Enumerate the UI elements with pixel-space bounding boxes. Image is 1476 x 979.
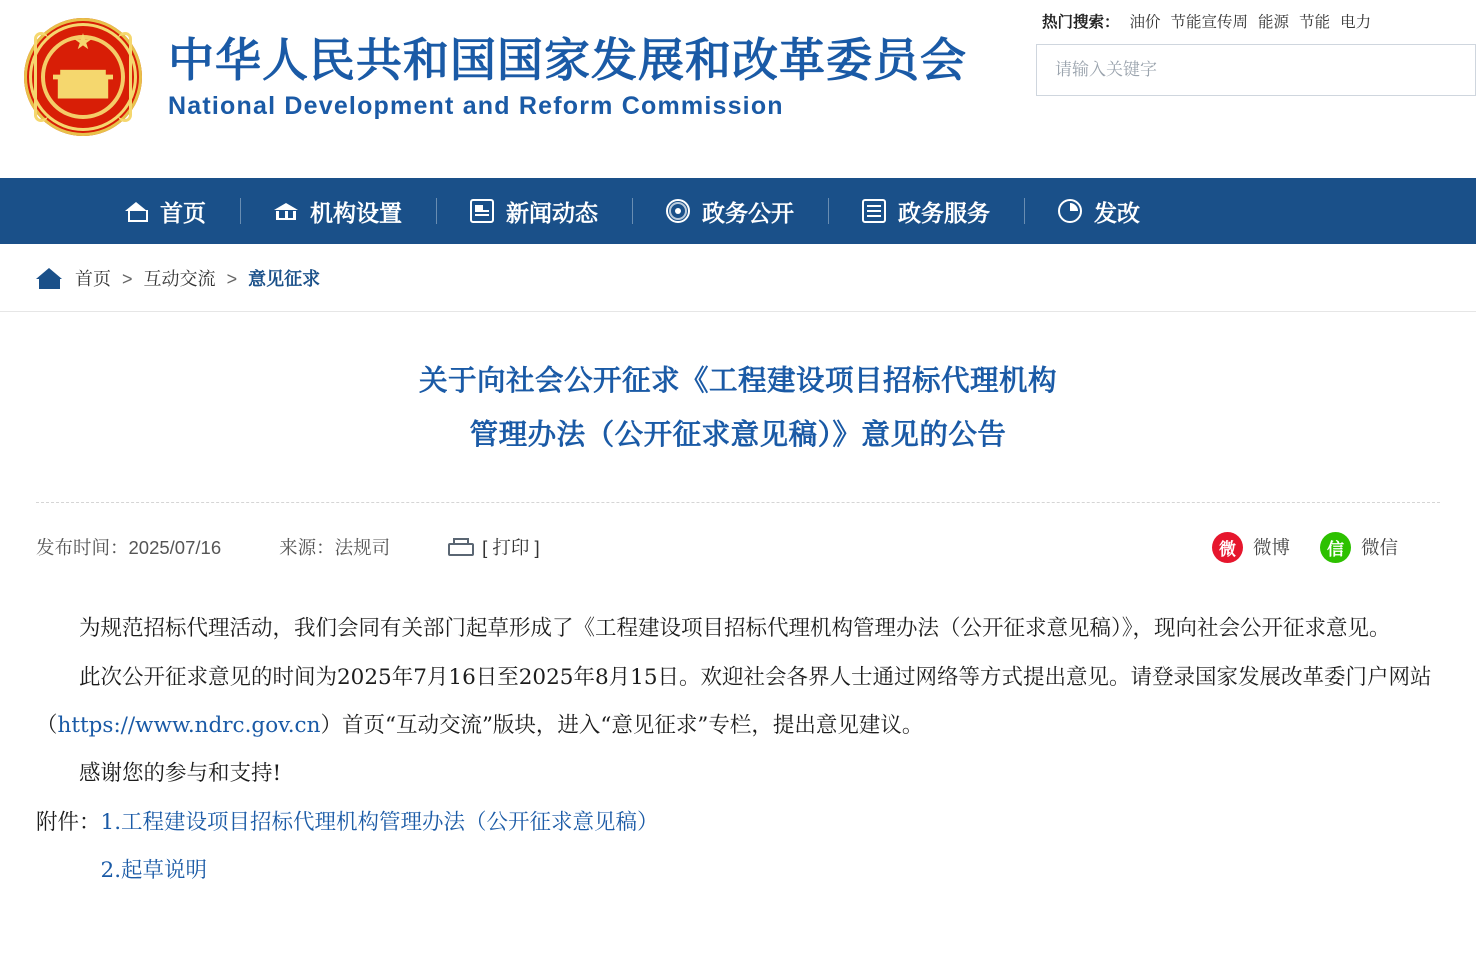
site-logo-block[interactable]: [0, 0, 967, 136]
share-wechat[interactable]: [1320, 532, 1398, 563]
print-label: [ 打印 ]: [482, 537, 540, 559]
hot-search-label: 热门搜索：: [1042, 14, 1120, 31]
nav-item-government-disclosure[interactable]: [632, 195, 828, 228]
service-icon: [862, 199, 886, 223]
attachments-list: [101, 799, 659, 896]
source-value: 法规司: [334, 537, 391, 559]
article-paragraph-1: 为规范招标代理活动，我们会同有关部门起草形成了《工程建设项目招标代理机构管理办法（公开征求意见稿）》，现向社会公开征求意见。: [79, 616, 1391, 642]
search-input[interactable]: [1037, 45, 1475, 95]
nav-label-news: 新闻动态: [506, 199, 598, 226]
publish-time-value: 2025/07/16: [128, 537, 222, 559]
national-emblem-icon: ★: [24, 18, 142, 136]
nav-label-institution: 机构设置: [310, 199, 402, 226]
breadcrumb: [0, 244, 1476, 312]
article: [0, 312, 1476, 896]
breadcrumb-separator-1: >: [122, 268, 133, 289]
article-paragraph-3: 感谢您的参与和支持!: [79, 761, 282, 787]
nav-label-government-service: 政务服务: [898, 199, 990, 226]
breadcrumb-separator-2: >: [226, 268, 238, 289]
attachment-link-2[interactable]: 2.起草说明: [100, 858, 208, 884]
nav-item-development-reform[interactable]: [1024, 195, 1174, 228]
weibo-icon: 微: [1212, 532, 1243, 563]
nav-item-home[interactable]: [90, 195, 240, 228]
attachments-block: [36, 799, 1440, 896]
home-icon: [124, 199, 148, 223]
search-box[interactable]: [1036, 44, 1476, 96]
hot-search-item-0[interactable]: 油价: [1129, 14, 1161, 31]
broadcast-icon: [666, 199, 690, 223]
pie-icon: [1058, 199, 1082, 223]
share-group: [1212, 532, 1398, 563]
printer-icon: [448, 538, 470, 556]
paragraph-2-after-link: ）首页“互动交流”版块，进入“意见征求”专栏，提出意见建议。: [320, 713, 924, 739]
ndrc-website-link[interactable]: https://www.ndrc.gov.cn: [57, 713, 321, 739]
page-title-line-2: 管理办法（公开征求意见稿）》意见的公告: [469, 419, 1007, 452]
page-title: [36, 312, 1440, 496]
site-header: [0, 0, 1476, 178]
wechat-icon: 信: [1320, 532, 1351, 563]
article-paragraph-2: [36, 654, 1440, 751]
nav-label-home: 首页: [160, 199, 206, 226]
print-button[interactable]: [448, 534, 540, 560]
hot-search-row: [1036, 10, 1476, 32]
main-navigation: [0, 178, 1476, 244]
source: [279, 534, 390, 560]
publish-time: [36, 534, 221, 560]
nav-label-development-reform: 发改: [1094, 199, 1140, 226]
nav-item-news[interactable]: [436, 195, 632, 228]
site-titles: [168, 32, 967, 122]
site-title-cn: 中华人民共和国国家发展和改革委员会: [168, 34, 967, 86]
hot-search-item-4[interactable]: 电力: [1340, 14, 1372, 31]
share-wechat-label: 微信: [1360, 537, 1398, 559]
hot-search-item-2[interactable]: 能源: [1258, 14, 1290, 31]
hot-search-item-3[interactable]: 节能: [1299, 14, 1331, 31]
article-meta: [36, 503, 1440, 591]
breadcrumb-text: [75, 265, 320, 291]
share-weibo-label: 微博: [1252, 537, 1290, 559]
breadcrumb-current: 意见征求: [248, 268, 321, 289]
hot-search-item-1[interactable]: 节能宣传周: [1170, 14, 1249, 31]
nav-label-government-disclosure: 政务公开: [702, 199, 794, 226]
site-title-en: National Development and Reform Commission: [168, 91, 784, 120]
institution-icon: [274, 199, 298, 223]
nav-item-institution[interactable]: [240, 195, 436, 228]
breadcrumb-item-home[interactable]: 首页: [75, 268, 111, 289]
source-label: 来源：: [279, 537, 335, 559]
breadcrumb-item-interaction[interactable]: 互动交流: [143, 268, 216, 289]
attachment-link-1[interactable]: 1.工程建设项目招标代理机构管理办法（公开征求意见稿）: [100, 809, 659, 835]
article-body: [36, 591, 1440, 895]
page-title-line-1: 关于向社会公开征求《工程建设项目招标代理机构: [418, 365, 1057, 397]
nav-item-government-service[interactable]: [828, 195, 1024, 228]
search-area: [1036, 10, 1476, 96]
paragraph-2-before-link: 此次公开征求意见的时间为2025年7月16日至2025年8月15日。欢迎社会各界人士通过网络等方式提出意见。请登录国家发展改革委门户网站（: [36, 664, 1432, 739]
news-icon: [470, 199, 494, 223]
home-icon[interactable]: [36, 266, 63, 290]
share-weibo[interactable]: [1212, 532, 1290, 563]
publish-time-label: 发布时间：: [36, 537, 129, 559]
attachments-label: 附件：: [36, 809, 101, 835]
